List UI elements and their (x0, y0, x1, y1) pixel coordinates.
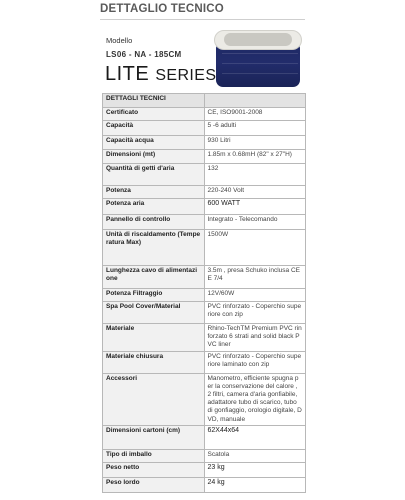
row-value: 1.85m x 0.68mH (82" x 27"H) (204, 150, 306, 164)
row-key: Dimensioni cartoni (cm) (103, 425, 205, 449)
table-row (103, 351, 306, 373)
heading-divider (100, 19, 305, 20)
series-title (105, 63, 216, 86)
table-row (103, 449, 306, 462)
row-value: 24 kg (204, 477, 306, 492)
table-header-blank (204, 94, 306, 108)
row-value: 12V/60W (204, 289, 306, 302)
row-key: Capacità (103, 121, 205, 136)
table-row (103, 373, 306, 425)
specs-table (102, 93, 306, 493)
row-key: Quantità di getti d'aria (103, 164, 205, 186)
table-row (103, 215, 306, 230)
row-value: Scatola (204, 449, 306, 462)
row-value: 220-240 Volt (204, 186, 306, 199)
row-key: Peso netto (103, 462, 205, 477)
row-value: 3.5m , presa Schuko inclusa CEE 7/4 (204, 266, 306, 289)
table-row (103, 108, 306, 121)
row-value: 132 (204, 164, 306, 186)
row-key: Materiale (103, 324, 205, 352)
table-row (103, 230, 306, 266)
table-row (103, 199, 306, 215)
page-heading: DETTAGLIO TECNICO (100, 3, 224, 15)
row-value: 1500W (204, 230, 306, 266)
table-row (103, 150, 306, 164)
table-row (103, 186, 306, 199)
row-key: Unità di riscaldamento (Temperatura Max) (103, 230, 205, 266)
table-row (103, 289, 306, 302)
row-value: 23 kg (204, 462, 306, 477)
row-key: Lunghezza cavo di alimentazione (103, 266, 205, 289)
table-row (103, 477, 306, 492)
table-header-cell: DETTAGLI TECNICI (103, 94, 205, 108)
row-key: Potenza Filtraggio (103, 289, 205, 302)
row-value: Rhino-TechTM Premium PVC rinforzato 6 strati and solid black PVC liner (204, 324, 306, 352)
hot-tub-stripe (222, 63, 298, 64)
row-value: PVC rinforzato - Coperchio superiore con zip (204, 302, 306, 324)
hot-tub-stripe (222, 53, 298, 54)
hot-tub-stripe (222, 73, 298, 74)
row-key: Materiale chiusura (103, 351, 205, 373)
row-value: Manometro, efficiente spugna per la conservazione del calore , 2 filtri, camera d'aria gonfiabile, adattatore tubo di scarico, tubo di gonfiaggio, orologio digitale, DVD, manuale (204, 373, 306, 425)
row-key: Capacità acqua (103, 136, 205, 150)
row-value: 600 WATT (204, 199, 306, 215)
row-key: Potenza aria (103, 199, 205, 215)
table-row (103, 462, 306, 477)
table-row (103, 425, 306, 449)
table-row (103, 121, 306, 136)
table-row (103, 324, 306, 352)
table-row (103, 302, 306, 324)
table-row (103, 164, 306, 186)
row-key: Peso lordo (103, 477, 205, 492)
row-key: Potenza (103, 186, 205, 199)
row-key: Pannello di controllo (103, 215, 205, 230)
model-code: LS06 - NA - 185CM (106, 50, 182, 59)
row-key: Tipo di imballo (103, 449, 205, 462)
row-value: 930 Litri (204, 136, 306, 150)
row-value: Integrato - Telecomando (204, 215, 306, 230)
row-value: PVC rinforzato - Coperchio superiore laminato con zip (204, 351, 306, 373)
row-key: Accessori (103, 373, 205, 425)
table-header-row (103, 94, 306, 108)
row-value: 5 -6 adulti (204, 121, 306, 136)
row-value: 62X44x64 (204, 425, 306, 449)
series-title-part2: SERIES (155, 67, 217, 84)
hot-tub-inner-basin (224, 33, 292, 46)
row-key: Spa Pool Cover/Material (103, 302, 205, 324)
row-value: CE, ISO9001-2008 (204, 108, 306, 121)
row-key: Dimensioni (mt) (103, 150, 205, 164)
row-key: Certificato (103, 108, 205, 121)
series-title-part1: LITE (105, 63, 150, 85)
table-row (103, 266, 306, 289)
hot-tub-image (214, 30, 302, 88)
table-row (103, 136, 306, 150)
model-label: Modello (106, 36, 133, 45)
